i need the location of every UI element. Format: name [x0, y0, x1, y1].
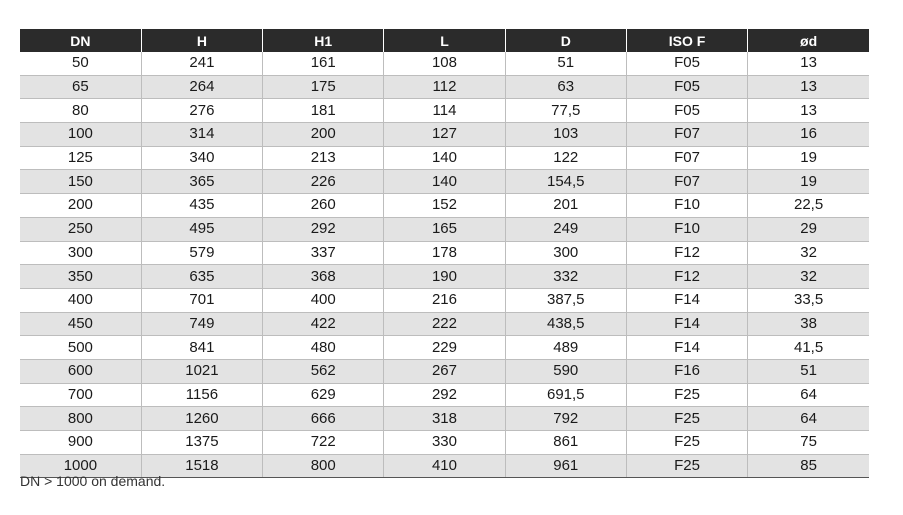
- cell-dn: 125: [20, 146, 141, 170]
- cell-h1: 666: [263, 407, 384, 431]
- footnote: DN > 1000 on demand.: [20, 473, 166, 489]
- cell-dn: 1000: [20, 454, 141, 478]
- cell-iso-f: F25: [626, 383, 747, 407]
- cell-od: 85: [748, 454, 869, 478]
- cell-l: 108: [384, 52, 505, 75]
- cell-h1: 175: [263, 75, 384, 99]
- cell-l: 127: [384, 123, 505, 147]
- cell-l: 112: [384, 75, 505, 99]
- cell-dn: 200: [20, 194, 141, 218]
- cell-d: 332: [505, 265, 626, 289]
- cell-dn: 400: [20, 288, 141, 312]
- cell-iso-f: F10: [626, 194, 747, 218]
- cell-od: 29: [748, 217, 869, 241]
- cell-iso-f: F16: [626, 359, 747, 383]
- cell-d: 438,5: [505, 312, 626, 336]
- dimensions-table: [20, 29, 869, 478]
- cell-iso-f: F07: [626, 146, 747, 170]
- cell-h: 276: [141, 99, 262, 123]
- dimensions-table-container: [20, 29, 869, 478]
- cell-h1: 337: [263, 241, 384, 265]
- cell-l: 140: [384, 146, 505, 170]
- cell-h: 635: [141, 265, 262, 289]
- header-row: [20, 29, 869, 52]
- cell-od: 16: [748, 123, 869, 147]
- cell-h: 579: [141, 241, 262, 265]
- cell-iso-f: F07: [626, 170, 747, 194]
- cell-dn: 700: [20, 383, 141, 407]
- cell-h: 495: [141, 217, 262, 241]
- cell-dn: 100: [20, 123, 141, 147]
- table-row: [20, 99, 869, 123]
- table-row: [20, 75, 869, 99]
- column-header-od: ød: [748, 29, 869, 52]
- cell-d: 103: [505, 123, 626, 147]
- cell-d: 249: [505, 217, 626, 241]
- cell-od: 33,5: [748, 288, 869, 312]
- table-body: [20, 52, 869, 478]
- cell-dn: 250: [20, 217, 141, 241]
- cell-l: 190: [384, 265, 505, 289]
- cell-od: 13: [748, 75, 869, 99]
- table-row: [20, 241, 869, 265]
- cell-od: 19: [748, 146, 869, 170]
- cell-od: 19: [748, 170, 869, 194]
- cell-h1: 722: [263, 431, 384, 455]
- table-row: [20, 407, 869, 431]
- cell-dn: 900: [20, 431, 141, 455]
- cell-d: 201: [505, 194, 626, 218]
- cell-l: 410: [384, 454, 505, 478]
- cell-l: 165: [384, 217, 505, 241]
- cell-od: 64: [748, 407, 869, 431]
- cell-d: 154,5: [505, 170, 626, 194]
- table-row: [20, 312, 869, 336]
- table-header: [20, 29, 869, 52]
- cell-h: 241: [141, 52, 262, 75]
- cell-iso-f: F25: [626, 407, 747, 431]
- cell-iso-f: F07: [626, 123, 747, 147]
- cell-dn: 800: [20, 407, 141, 431]
- cell-dn: 50: [20, 52, 141, 75]
- cell-iso-f: F05: [626, 52, 747, 75]
- cell-l: 292: [384, 383, 505, 407]
- cell-iso-f: F14: [626, 288, 747, 312]
- cell-l: 330: [384, 431, 505, 455]
- cell-d: 63: [505, 75, 626, 99]
- cell-od: 32: [748, 265, 869, 289]
- cell-h: 1260: [141, 407, 262, 431]
- cell-od: 51: [748, 359, 869, 383]
- cell-h: 1021: [141, 359, 262, 383]
- cell-h1: 400: [263, 288, 384, 312]
- column-header-l: L: [384, 29, 505, 52]
- cell-h1: 292: [263, 217, 384, 241]
- column-header-d: D: [505, 29, 626, 52]
- cell-l: 267: [384, 359, 505, 383]
- cell-d: 961: [505, 454, 626, 478]
- cell-iso-f: F14: [626, 312, 747, 336]
- table-row: [20, 336, 869, 360]
- cell-iso-f: F05: [626, 75, 747, 99]
- cell-h1: 213: [263, 146, 384, 170]
- cell-h1: 422: [263, 312, 384, 336]
- cell-d: 489: [505, 336, 626, 360]
- cell-h1: 226: [263, 170, 384, 194]
- cell-h: 701: [141, 288, 262, 312]
- cell-iso-f: F12: [626, 241, 747, 265]
- cell-od: 75: [748, 431, 869, 455]
- cell-l: 222: [384, 312, 505, 336]
- cell-l: 140: [384, 170, 505, 194]
- cell-dn: 450: [20, 312, 141, 336]
- cell-l: 318: [384, 407, 505, 431]
- table-row: [20, 52, 869, 75]
- cell-l: 178: [384, 241, 505, 265]
- cell-h1: 161: [263, 52, 384, 75]
- cell-dn: 80: [20, 99, 141, 123]
- table-row: [20, 146, 869, 170]
- table-row: [20, 431, 869, 455]
- cell-iso-f: F10: [626, 217, 747, 241]
- cell-l: 152: [384, 194, 505, 218]
- cell-od: 13: [748, 99, 869, 123]
- cell-d: 691,5: [505, 383, 626, 407]
- cell-iso-f: F14: [626, 336, 747, 360]
- cell-h: 314: [141, 123, 262, 147]
- cell-d: 77,5: [505, 99, 626, 123]
- cell-h1: 480: [263, 336, 384, 360]
- cell-od: 22,5: [748, 194, 869, 218]
- cell-h: 340: [141, 146, 262, 170]
- cell-od: 41,5: [748, 336, 869, 360]
- cell-h: 749: [141, 312, 262, 336]
- cell-h1: 181: [263, 99, 384, 123]
- cell-d: 861: [505, 431, 626, 455]
- cell-iso-f: F25: [626, 431, 747, 455]
- cell-d: 300: [505, 241, 626, 265]
- cell-h: 1156: [141, 383, 262, 407]
- cell-l: 114: [384, 99, 505, 123]
- cell-od: 38: [748, 312, 869, 336]
- cell-dn: 150: [20, 170, 141, 194]
- cell-iso-f: F25: [626, 454, 747, 478]
- cell-od: 64: [748, 383, 869, 407]
- cell-h: 1518: [141, 454, 262, 478]
- cell-h1: 629: [263, 383, 384, 407]
- cell-l: 216: [384, 288, 505, 312]
- cell-h1: 260: [263, 194, 384, 218]
- table-row: [20, 265, 869, 289]
- cell-h1: 800: [263, 454, 384, 478]
- cell-h: 264: [141, 75, 262, 99]
- cell-dn: 65: [20, 75, 141, 99]
- table-row: [20, 359, 869, 383]
- cell-h1: 200: [263, 123, 384, 147]
- cell-d: 122: [505, 146, 626, 170]
- cell-d: 387,5: [505, 288, 626, 312]
- column-header-h1: H1: [263, 29, 384, 52]
- column-header-dn: DN: [20, 29, 141, 52]
- cell-dn: 500: [20, 336, 141, 360]
- cell-d: 792: [505, 407, 626, 431]
- cell-h1: 368: [263, 265, 384, 289]
- cell-iso-f: F12: [626, 265, 747, 289]
- cell-h1: 562: [263, 359, 384, 383]
- cell-dn: 600: [20, 359, 141, 383]
- table-row: [20, 123, 869, 147]
- cell-d: 51: [505, 52, 626, 75]
- table-row: [20, 217, 869, 241]
- cell-h: 1375: [141, 431, 262, 455]
- column-header-h: H: [141, 29, 262, 52]
- table-row: [20, 383, 869, 407]
- cell-l: 229: [384, 336, 505, 360]
- cell-dn: 350: [20, 265, 141, 289]
- cell-iso-f: F05: [626, 99, 747, 123]
- cell-od: 32: [748, 241, 869, 265]
- cell-h: 435: [141, 194, 262, 218]
- cell-dn: 300: [20, 241, 141, 265]
- table-row: [20, 194, 869, 218]
- cell-d: 590: [505, 359, 626, 383]
- column-header-iso-f: ISO F: [626, 29, 747, 52]
- table-row: [20, 288, 869, 312]
- cell-h: 841: [141, 336, 262, 360]
- cell-h: 365: [141, 170, 262, 194]
- table-row: [20, 170, 869, 194]
- cell-od: 13: [748, 52, 869, 75]
